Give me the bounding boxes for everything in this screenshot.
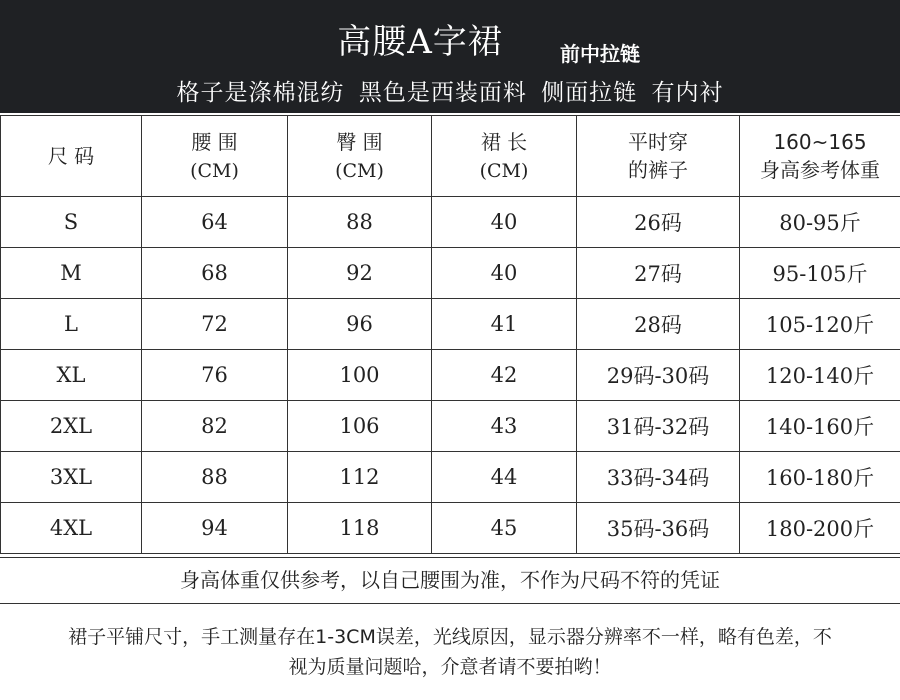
table-row xyxy=(1,401,900,452)
cell-weight: 180-200斤 xyxy=(740,503,900,554)
cell-pants-size: 33码-34码 xyxy=(577,452,740,503)
cell-length: 43 xyxy=(432,401,577,452)
table-row xyxy=(1,350,900,401)
table-row xyxy=(1,503,900,554)
cell-waist: 64 xyxy=(142,197,288,248)
cell-pants-size: 26码 xyxy=(577,197,740,248)
table-row xyxy=(1,299,900,350)
cell-weight: 120-140斤 xyxy=(740,350,900,401)
disclaimer-line-2: 视为质量问题哈，介意者请不要拍哟！ xyxy=(288,656,612,678)
cell-weight: 105-120斤 xyxy=(740,299,900,350)
cell-weight: 140-160斤 xyxy=(740,401,900,452)
cell-waist: 76 xyxy=(142,350,288,401)
cell-size: M xyxy=(1,248,142,299)
zipper-note: 前中拉链 xyxy=(560,42,640,66)
disclaimer-line-1: 裙子平铺尺寸，手工测量存在1-3CM误差，光线原因，显示器分辨率不一样，略有色差，不 xyxy=(68,626,832,648)
cell-waist: 68 xyxy=(142,248,288,299)
cell-hip: 88 xyxy=(288,197,432,248)
cell-weight: 95-105斤 xyxy=(740,248,900,299)
cell-size: XL xyxy=(1,350,142,401)
cell-length: 40 xyxy=(432,248,577,299)
cell-waist: 82 xyxy=(142,401,288,452)
cell-length: 40 xyxy=(432,197,577,248)
cell-waist: 72 xyxy=(142,299,288,350)
cell-pants-size: 27码 xyxy=(577,248,740,299)
size-chart-table xyxy=(0,115,900,554)
cell-size: L xyxy=(1,299,142,350)
reference-note: 身高体重仅供参考，以自己腰围为准，不作为尺码不符的凭证 xyxy=(0,557,900,604)
header-waist: 腰 围 (CM) xyxy=(142,116,288,197)
cell-weight: 80-95斤 xyxy=(740,197,900,248)
table-header xyxy=(1,116,900,197)
cell-pants-size: 31码-32码 xyxy=(577,401,740,452)
table-row xyxy=(1,452,900,503)
cell-hip: 106 xyxy=(288,401,432,452)
cell-hip: 92 xyxy=(288,248,432,299)
product-title: 高腰A字裙 xyxy=(337,22,503,62)
cell-pants-size: 29码-30码 xyxy=(577,350,740,401)
cell-pants-size: 35码-36码 xyxy=(577,503,740,554)
cell-waist: 88 xyxy=(142,452,288,503)
product-subtitle: 格子是涤棉混纺 黑色是西装面料 侧面拉链 有内衬 xyxy=(176,80,724,106)
cell-length: 45 xyxy=(432,503,577,554)
cell-length: 41 xyxy=(432,299,577,350)
cell-hip: 100 xyxy=(288,350,432,401)
cell-length: 44 xyxy=(432,452,577,503)
measurement-disclaimer xyxy=(0,622,900,682)
cell-waist: 94 xyxy=(142,503,288,554)
title-banner xyxy=(0,0,900,113)
header-weight: 160~165 身高参考体重 xyxy=(740,116,900,197)
cell-hip: 96 xyxy=(288,299,432,350)
header-pants-size: 平时穿 的裤子 xyxy=(577,116,740,197)
cell-hip: 118 xyxy=(288,503,432,554)
cell-hip: 112 xyxy=(288,452,432,503)
cell-size: 2XL xyxy=(1,401,142,452)
header-length: 裙 长 (CM) xyxy=(432,116,577,197)
cell-pants-size: 28码 xyxy=(577,299,740,350)
cell-size: 3XL xyxy=(1,452,142,503)
header-hip: 臀 围 (CM) xyxy=(288,116,432,197)
cell-weight: 160-180斤 xyxy=(740,452,900,503)
table-row xyxy=(1,197,900,248)
cell-length: 42 xyxy=(432,350,577,401)
cell-size: S xyxy=(1,197,142,248)
table-row xyxy=(1,248,900,299)
cell-size: 4XL xyxy=(1,503,142,554)
header-size: 尺 码 xyxy=(1,116,142,197)
